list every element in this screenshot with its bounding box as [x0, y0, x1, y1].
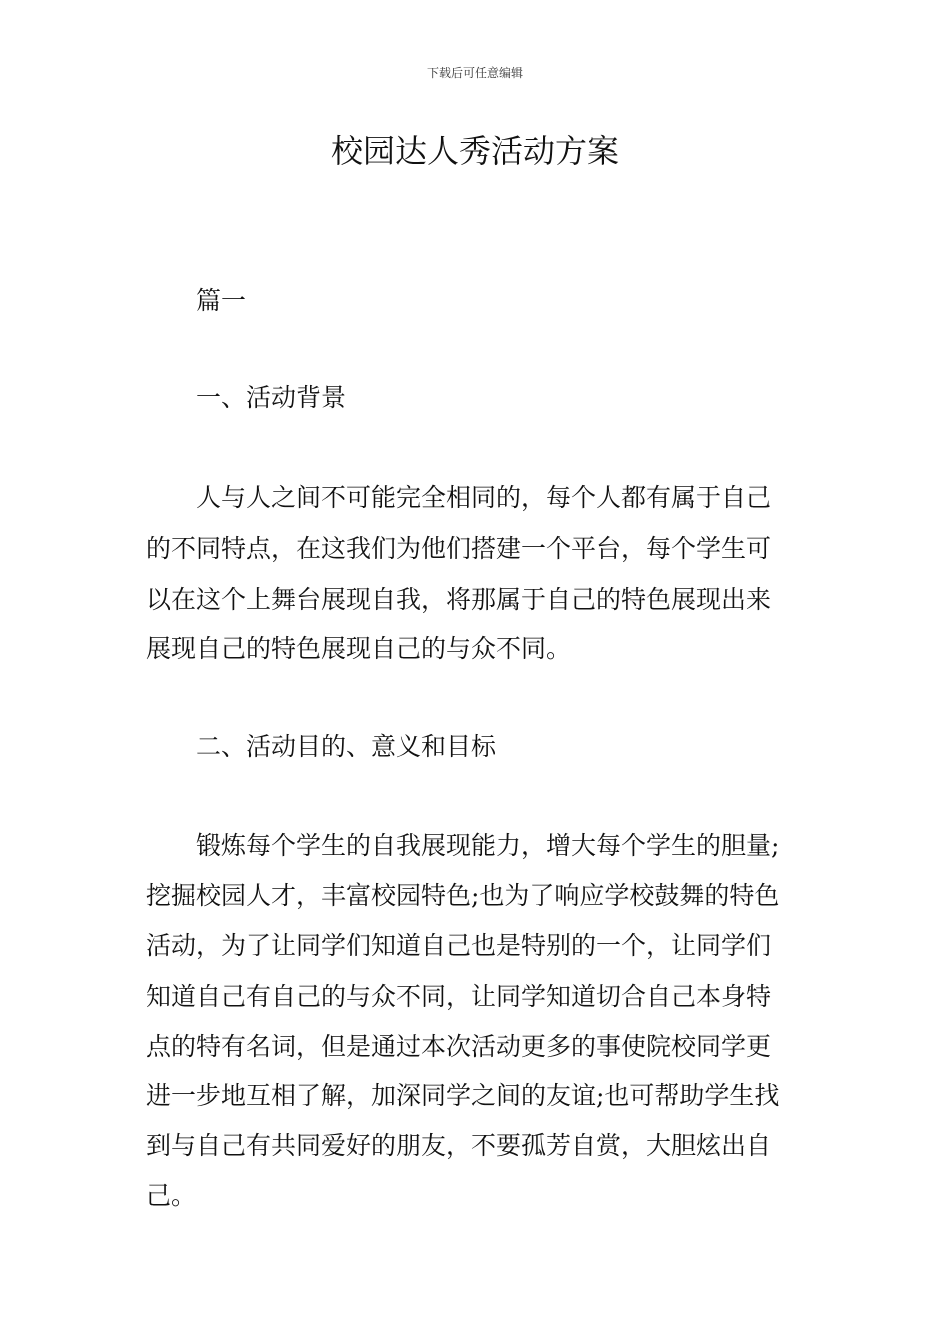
paragraph-line: 展现自己的特色展现自己的与众不同。: [146, 634, 572, 663]
paragraph-line: 的不同特点，在这我们为他们搭建一个平台，每个学生可: [146, 534, 772, 563]
page-header-note: 下载后可任意编辑: [426, 66, 523, 80]
document-title: 校园达人秀活动方案: [330, 132, 619, 170]
paragraph-line: 进一步地互相了解，加深同学之间的友谊;也可帮助学生找: [146, 1081, 780, 1110]
paragraph-line: 己。: [146, 1181, 197, 1210]
section-heading-background: 一、活动背景: [196, 383, 347, 412]
paragraph-line: 以在这个上舞台展现自我，将那属于自己的特色展现出来: [146, 585, 772, 614]
paragraph-line: 活动，为了让同学们知道自己也是特别的一个，让同学们: [146, 931, 772, 960]
paragraph-line: 锻炼每个学生的自我展现能力，增大每个学生的胆量;: [196, 831, 780, 860]
paragraph-line: 点的特有名词，但是通过本次活动更多的事使院校同学更: [146, 1032, 772, 1061]
paragraph-line: 到与自己有共同爱好的朋友，不要孤芳自赏，大胆炫出自: [146, 1131, 772, 1160]
section-heading-purpose: 二、活动目的、意义和目标: [196, 732, 497, 761]
paragraph-line: 知道自己有自己的与众不同，让同学知道切合自己本身特: [146, 982, 772, 1011]
paragraph-line: 挖掘校园人才，丰富校园特色;也为了响应学校鼓舞的特色: [146, 881, 780, 910]
part-label: 篇一: [196, 286, 247, 315]
paragraph-line: 人与人之间不可能完全相同的，每个人都有属于自己: [196, 483, 772, 512]
